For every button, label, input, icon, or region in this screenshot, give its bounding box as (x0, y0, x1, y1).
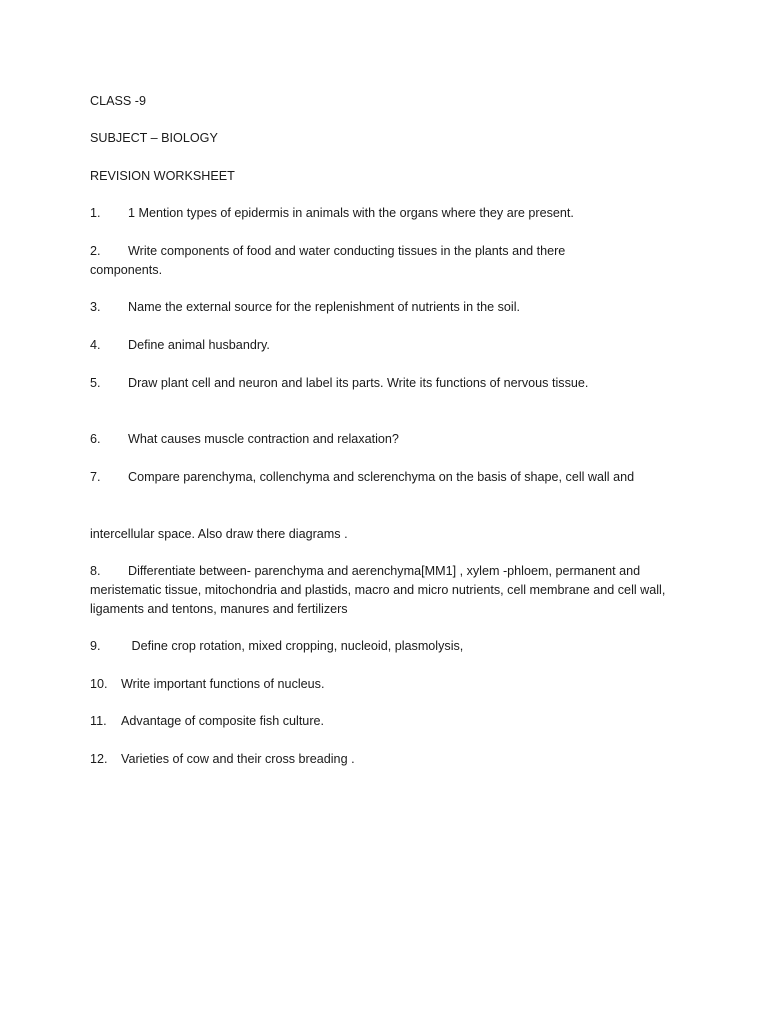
question-number: 3. (90, 300, 101, 314)
question-text: Varieties of cow and their cross breading . (121, 752, 355, 766)
question-text: What causes muscle contraction and relaxation? (128, 432, 399, 446)
question-item (90, 562, 685, 619)
question-text: Define crop rotation, mixed cropping, nucleoid, plasmolysis, (128, 639, 464, 653)
worksheet-title: REVISION WORKSHEET (90, 169, 235, 183)
question-item (90, 712, 324, 731)
question-item (90, 204, 574, 223)
question-number: 6. (90, 432, 101, 446)
question-text: Advantage of composite fish culture. (121, 714, 325, 728)
question-text: 1 Mention types of epidermis in animals with the organs where they are present. (128, 206, 574, 220)
question-number: 10. (90, 677, 108, 691)
question-text: Name the external source for the replenishment of nutrients in the soil. (128, 300, 521, 314)
question-text: Define animal husbandry. (128, 338, 270, 352)
question-number: 12. (90, 752, 108, 766)
question-number: 5. (90, 376, 101, 390)
question-item (90, 374, 588, 393)
question-text: Draw plant cell and neuron and label its parts. Write its functions of nervous tissue. (128, 376, 589, 390)
question-text: Compare parenchyma, collenchyma and sclerenchyma on the basis of shape, cell wall and (128, 470, 635, 484)
question-text: Write components of food and water conducting tissues in the plants and there components. (90, 244, 566, 277)
question-number: 2. (90, 244, 101, 258)
question-item (90, 750, 355, 769)
question-item (90, 430, 399, 449)
question-text: Differentiate between- parenchyma and aerenchyma[MM1] , xylem -phloem, permanent and meristematic tissue, mitochondria and plastids, macro and micro nutrients, cell membrane and cell wall, ligaments and tentons, manures and fertilizers (90, 564, 666, 616)
question-continuation: intercellular space. Also draw there diagrams . (90, 527, 348, 541)
class-label: CLASS -9 (90, 94, 146, 108)
question-number: 8. (90, 564, 101, 578)
question-item (90, 468, 670, 487)
question-number: 7. (90, 470, 101, 484)
subject-label: SUBJECT – BIOLOGY (90, 131, 218, 145)
question-number: 9. (90, 639, 101, 653)
question-number: 11. (90, 714, 107, 728)
question-item (90, 242, 630, 280)
question-item (90, 675, 324, 694)
question-number: 4. (90, 338, 101, 352)
question-item (90, 298, 520, 317)
question-number: 1. (90, 206, 101, 220)
question-item (90, 336, 270, 355)
question-item (90, 637, 463, 656)
question-text: Write important functions of nucleus. (121, 677, 325, 691)
